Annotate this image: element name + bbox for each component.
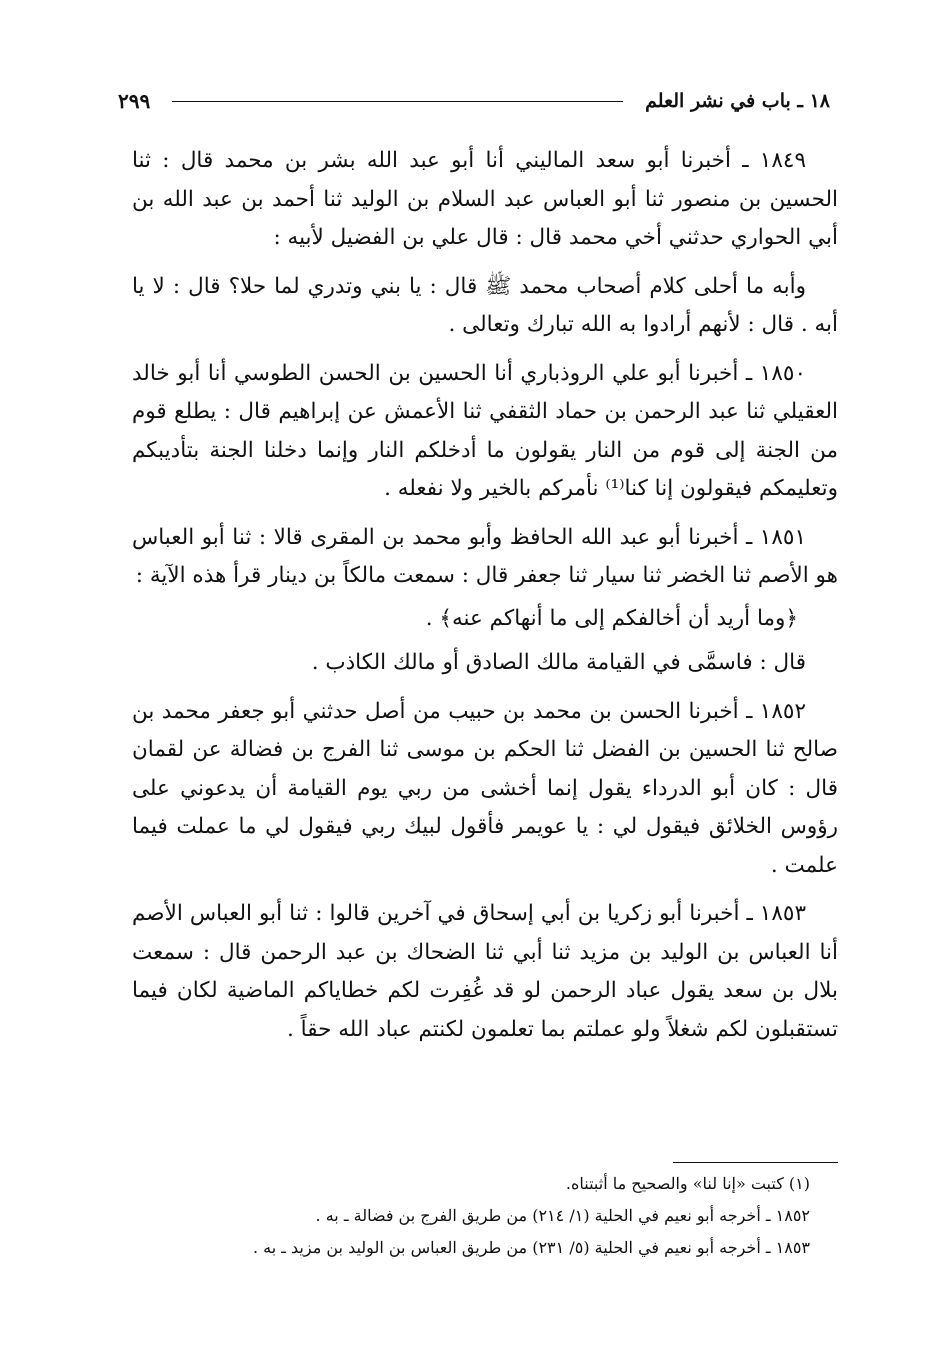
footnote-1852: ١٨٥٢ ـ أخرجه أبو نعيم في الحلية (١/ ٢١٤) من طريق الفرج بن فضالة ـ به . [315, 1206, 810, 1225]
main-text [132, 142, 838, 1059]
hadith-1850: ١٨٥٠ ـ أخبرنا أبو علي الروذباري أنا الحسين بن الحسن الطوسي أنا أبو خالد العقيلي ثنا عبد الرحمن بن حماد الثقفي ثنا الأعمش عن إبراهيم قال : يطلع قوم من الجنة إلى قوم من النار يقولون ما أدخلكم النار وإنما دخلنا الجنة بتأديبكم وتعليمكم فيقولون إنا كنا⁽¹⁾ نأمركم بالخير ولا نفعله . [132, 360, 838, 501]
hadith-1849: ١٨٤٩ ـ أخبرنا أبو سعد الماليني أنا أبو عبد الله بشر بن محمد قال : ثنا الحسين بن منصور ثنا أبو العباس عبد السلام بن الوليد ثنا أحمد بن عبد الله بن أبي الحواري حدثني أخي محمد قال : قال علي بن الفضيل لأبيه : [132, 148, 838, 250]
running-header [118, 86, 830, 116]
hadith-1851-comment: قال : فاسمَّى في القيامة مالك الصادق أو مالك الكاذب . [311, 650, 806, 675]
footnote-1853: ١٨٥٣ ـ أخرجه أبو نعيم في الحلية (٥/ ٢٣١) من طريق العباس بن الوليد بن مزيد ـ به . [252, 1238, 810, 1257]
hadith-1849-continued: وأبه ما أحلى كلام أصحاب محمد ﷺ قال : يا بني وتدري لما حلا؟ قال : لا يا أبه . قال : لأنهم أرادوا به الله تبارك وتعالى . [132, 273, 838, 337]
footnotes [132, 1168, 838, 1264]
quran-verse: ﴿وما أريد أن أخالفكم إلى ما أنهاكم عنه﴾ . [425, 605, 798, 631]
footnote-1: (١) كتبت «إنا لنا» والصحيح ما أثبتناه. [565, 1174, 810, 1193]
hadith-1851: ١٨٥١ ـ أخبرنا أبو عبد الله الحافظ وأبو محمد بن المقرى قالا : ثنا أبو العباس هو الأصم ثنا الخضر ثنا سيار ثنا جعفر قال : سمعت مالكاً بن دينار قرأ هذه الآية : [132, 524, 838, 588]
hadith-1853: ١٨٥٣ ـ أخبرنا أبو زكريا بن أبي إسحاق في آخرين قالوا : ثنا أبو العباس الأصم أنا العباس بن الوليد بن مزيد ثنا أبي ثنا الضحاك بن عبد الرحمن قال : سمعت بلال بن سعد يقول عباد الرحمن لو قد غُفِرت لكم خطاياكم الماضية لكان فيما تستقبلون لكم شغلاً ولو عملتم بما تعلمون لكنتم عباد الله حقاً . [132, 901, 838, 1042]
hadith-1852: ١٨٥٢ ـ أخبرنا الحسن بن محمد بن حبيب من أصل حدثني أبو جعفر محمد بن صالح ثنا الحسين بن الفضل ثنا الحكم بن موسى ثنا الفرج بن فضالة عن لقمان قال : كان أبو الدرداء يقول إنما أخشى من ربي يوم القيامة أن يدعوني على رؤوس الخلائق فيقول لي : يا عويمر فأقول لبيك ربي فيقول لي ما عملت فيما علمت . [132, 698, 838, 878]
header-rule [172, 101, 623, 102]
page-number: ٢٩٩ [118, 89, 151, 113]
chapter-title: ١٨ ـ باب في نشر العلم [645, 90, 830, 112]
footnote-separator [673, 1162, 838, 1163]
